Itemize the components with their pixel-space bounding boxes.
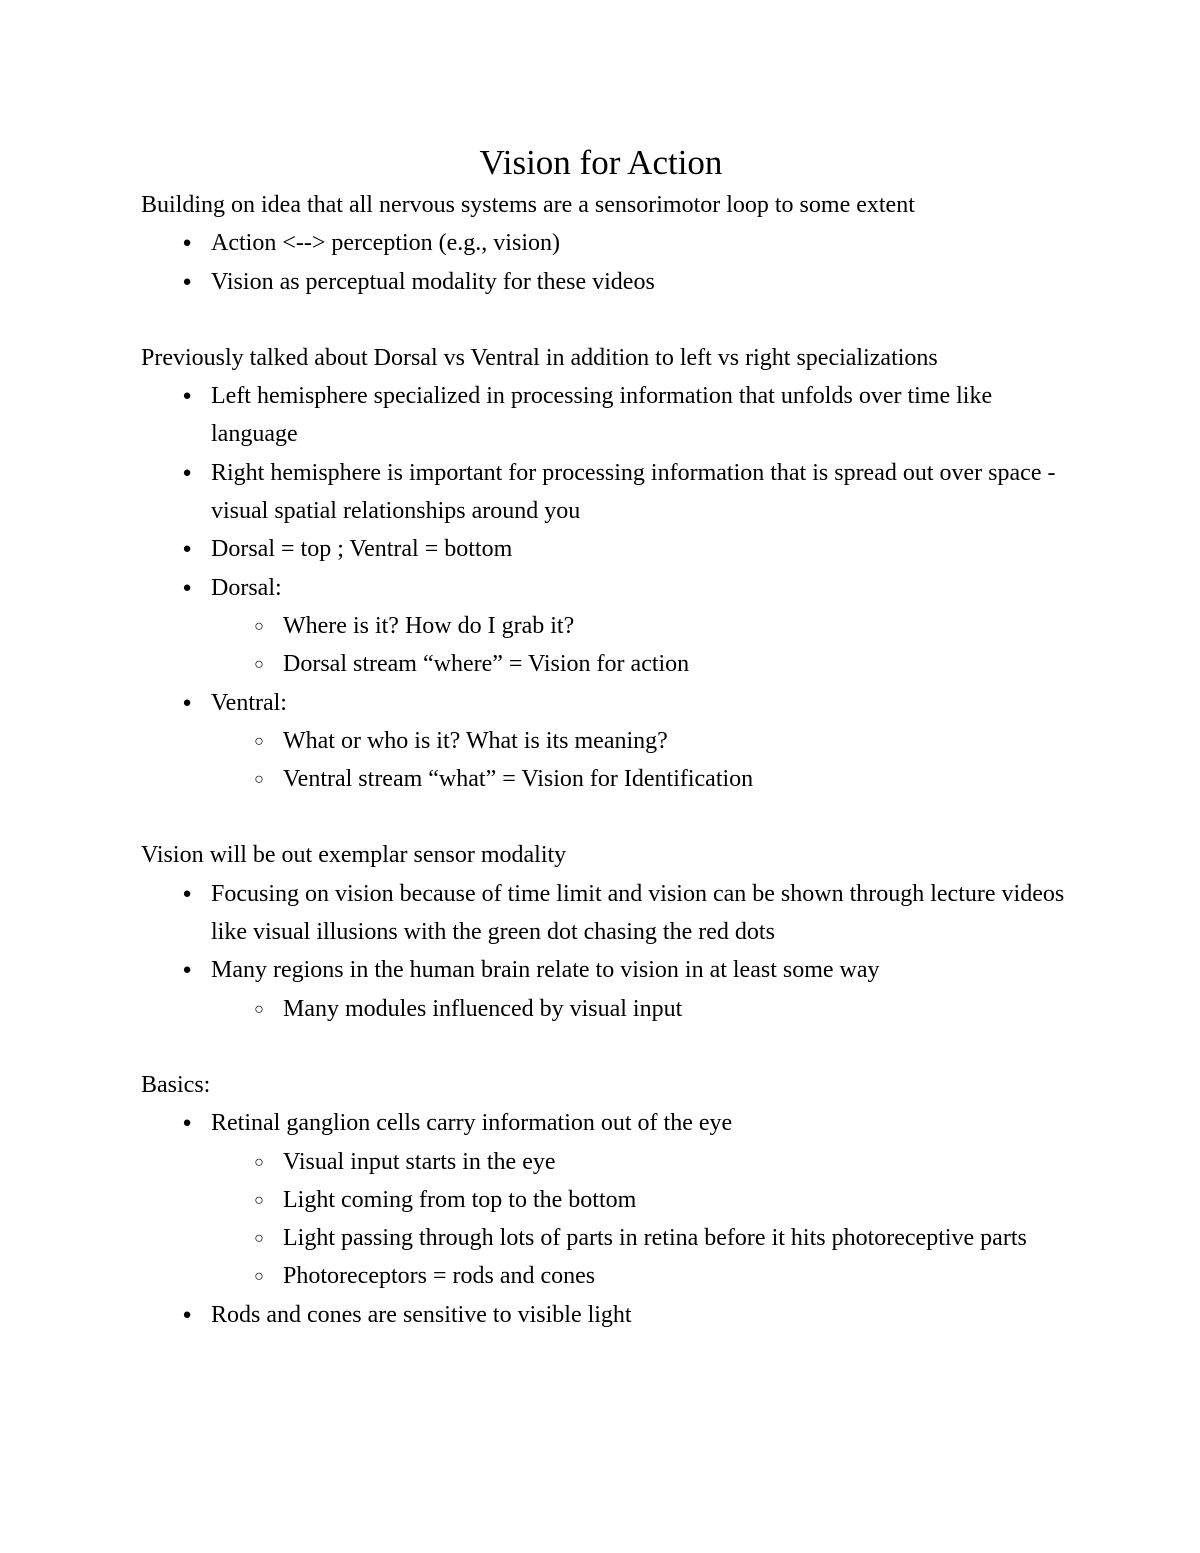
list-item: ● Rods and cones are sensitive to visible light [211, 1296, 1071, 1334]
sub-list-item: ○ Dorsal stream “where” = Vision for action [283, 645, 1071, 683]
bullet-icon: ● [182, 1115, 192, 1132]
bullet-list [141, 377, 1071, 798]
list-item: ● Left hemisphere specialized in processing information that unfolds over time like language [211, 377, 1071, 454]
sub-bullet-list [211, 607, 1071, 684]
bullet-icon: ● [182, 885, 192, 902]
section-heading: Basics: [141, 1071, 211, 1098]
sub-list-item: ○ Photoreceptors = rods and cones [283, 1257, 1071, 1295]
sub-bullet-list [211, 1143, 1071, 1296]
sub-list-item: ○ What or who is it? What is its meaning? [283, 722, 1071, 760]
bullet-icon: ● [182, 694, 192, 711]
bullet-icon: ● [182, 464, 192, 481]
sub-bullet-icon: ○ [254, 1268, 264, 1286]
bullet-list [141, 875, 1071, 1028]
sub-list-item: ○ Where is it? How do I grab it? [283, 607, 1071, 645]
sub-list-item: ○ Ventral stream “what” = Vision for Identification [283, 760, 1071, 798]
document-title: Vision for Action [479, 143, 723, 182]
list-item: ● Vision as perceptual modality for these videos [211, 263, 1071, 301]
sub-list-item: ○ Light coming from top to the bottom [283, 1181, 1071, 1219]
bullet-icon: ● [182, 273, 192, 290]
sub-bullet-icon: ○ [254, 656, 264, 674]
sub-bullet-icon: ○ [254, 1191, 264, 1209]
bullet-list [141, 224, 1071, 301]
sub-bullet-list [211, 722, 1071, 799]
list-item: ● Right hemisphere is important for processing information that is spread out over space - visual spatial relationships around you [211, 454, 1071, 531]
list-item: ● Dorsal = top ; Ventral = bottom [211, 530, 1071, 568]
bullet-icon: ● [182, 235, 192, 252]
section-heading: Vision will be out exemplar sensor modality [141, 842, 567, 869]
section-heading: Previously talked about Dorsal vs Ventral in addition to left vs right specializations [141, 344, 938, 371]
document-page [141, 140, 1071, 1334]
sub-list-item: ○ Visual input starts in the eye [283, 1143, 1071, 1181]
section-heading: Building on idea that all nervous systems are a sensorimotor loop to some extent [141, 192, 915, 218]
list-item: ● Focusing on vision because of time limit and vision can be shown through lecture videos like visual illusions with the green dot chasing the red dots [211, 875, 1071, 952]
bullet-icon: ● [182, 962, 192, 979]
bullet-list [141, 1104, 1071, 1334]
list-item: ● Retinal ganglion cells carry information out of the eye ○ Visual input starts in the eye ○ Light coming from top to the bottom ○ Light passing through lots of parts in retina before it hits photoreceptive parts ○ Photoreceptors = rods and cones [211, 1104, 1071, 1295]
sub-bullet-icon: ○ [254, 771, 264, 789]
list-item: ● Action <--> perception (e.g., vision) [211, 224, 1071, 262]
sub-list-item: ○ Many modules influenced by visual input [283, 990, 1071, 1028]
sub-bullet-list [211, 990, 1071, 1028]
bullet-icon: ● [182, 388, 192, 405]
sub-list-item: ○ Light passing through lots of parts in retina before it hits photoreceptive parts [283, 1219, 1071, 1257]
sub-bullet-icon: ○ [254, 732, 264, 750]
list-item: ● Dorsal: ○ Where is it? How do I grab it? ○ Dorsal stream “where” = Vision for action [211, 569, 1071, 684]
list-item: ● Many regions in the human brain relate to vision in at least some way ○ Many modules influenced by visual input [211, 951, 1071, 1028]
list-item: ● Ventral: ○ What or who is it? What is its meaning? ○ Ventral stream “what” = Vision for Identification [211, 684, 1071, 799]
bullet-icon: ● [182, 541, 192, 558]
sub-bullet-icon: ○ [254, 617, 264, 635]
bullet-icon: ● [182, 1306, 192, 1323]
bullet-icon: ● [182, 579, 192, 596]
sub-bullet-icon: ○ [254, 1000, 264, 1018]
sub-bullet-icon: ○ [254, 1153, 264, 1171]
sub-bullet-icon: ○ [254, 1230, 264, 1248]
